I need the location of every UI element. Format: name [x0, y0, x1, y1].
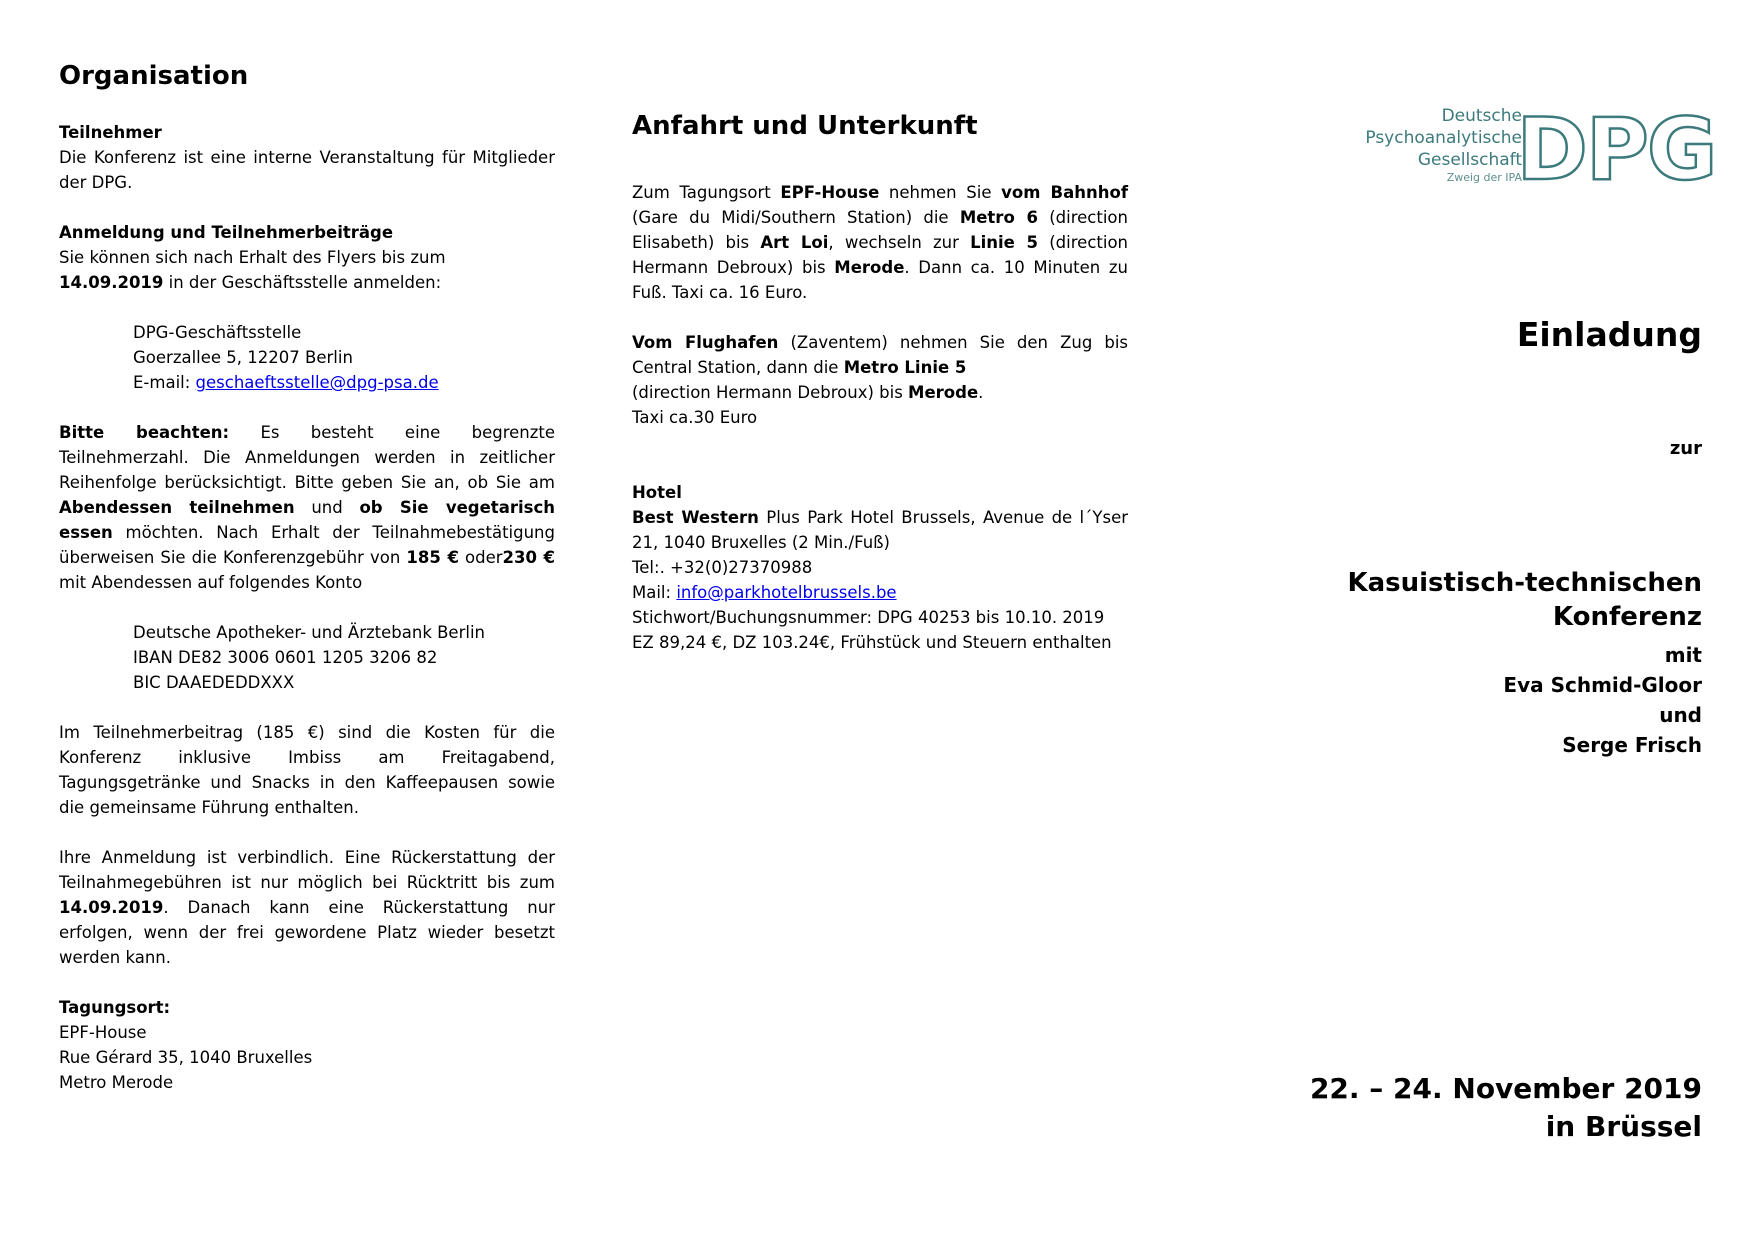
hotel-heading: Hotel [632, 483, 682, 502]
und-label: und [1659, 703, 1702, 727]
anmeldung-text: Sie können sich nach Erhalt des Flyers bis zum 14.09.2019 in der Geschäftsstelle anmelden: [59, 248, 446, 292]
konferenz-line1: Kasuistisch-technischen [1347, 568, 1702, 598]
hotel-email-link[interactable]: info@parkhotelbrussels.be [676, 583, 897, 602]
anfahrt-bahnhof-paragraph: Zum Tagungsort EPF-House nehmen Sie vom Bahnhof (Gare du Midi/Southern Station) die Metro 6 (direction Elisabeth) bis Art Loi, wechseln zur Linie 5 (direction Hermann Debroux) bis Merode. Dann ca. 10 Minuten zu Fuß. Taxi ca. 16 Euro. [632, 183, 1129, 302]
tagungsort-heading: Tagungsort: [59, 998, 171, 1017]
office-email-link[interactable]: geschaeftsstelle@dpg-psa.de [195, 373, 439, 392]
bank-bic: BIC DAAEDEDDXXX [133, 673, 295, 692]
svg-text:DPG: DPG [1516, 100, 1716, 200]
office-address-block: DPG-Geschäftsstelle Goerzallee 5, 12207 Berlin E-mail: geschaeftsstelle@dpg-psa.de [133, 323, 439, 392]
travel-title: Anfahrt und Unterkunft [632, 111, 978, 141]
tagungsort-address: EPF-House Rue Gérard 35, 1040 Bruxelles Metro Merode [59, 1023, 313, 1092]
teilnehmer-text: Die Konferenz ist eine interne Veranstaltung für Mitglieder der DPG. [59, 148, 555, 192]
zur-label: zur [1669, 438, 1702, 459]
bank-name: Deutsche Apotheker- und Ärztebank Berlin [133, 623, 485, 642]
hotel-address: Best Western Plus Park Hotel Brussels, Avenue de l´Yser 21, 1040 Bruxelles (2 Min./Fuß) [632, 508, 1129, 552]
anmeldung-heading: Anmeldung und Teilnehmerbeiträge [59, 223, 394, 242]
hotel-tel: Tel:. +32(0)27370988 [632, 558, 813, 577]
mit-label: mit [1664, 643, 1702, 667]
dpg-logo-mark [1516, 100, 1716, 200]
teilnehmer-heading: Teilnehmer [59, 123, 162, 142]
dpg-logo [1322, 100, 1716, 200]
office-address: Goerzallee 5, 12207 Berlin [133, 348, 353, 367]
hotel-contact: Tel:. +32(0)27370988 Mail: info@parkhotelbrussels.be Stichwort/Buchungsnummer: DPG 40253 bis 10.10. 2019 EZ 89,24 €, DZ 103.24€, Frühstück und Steuern enthalten [632, 558, 1112, 652]
verbindlich-paragraph: Ihre Anmeldung ist verbindlich. Eine Rückerstattung der Teilnahmegebühren ist nur möglich bei Rücktritt bis zum 14.09.2019. Danach kann eine Rückerstattung nur erfolgen, wenn der frei gewordene Platz wieder besetzt werden kann. [59, 848, 555, 967]
einladung-title: Einladung [1516, 315, 1702, 354]
organisation-title: Organisation [59, 61, 249, 91]
speaker-2: Serge Frisch [1562, 733, 1702, 757]
hotel-prices: EZ 89,24 €, DZ 103.24€, Frühstück und Steuern enthalten [632, 633, 1112, 652]
beitrag-paragraph: Im Teilnehmerbeitrag (185 €) sind die Kosten für die Konferenz inklusive Imbiss am Freitagabend, Tagungsgetränke und Snacks in den Kaffeepausen sowie die gemeinsame Führung enthalten. [59, 723, 555, 817]
event-place: in Brüssel [1545, 1110, 1702, 1143]
bank-details [59, 620, 555, 695]
beachten-paragraph: Bitte beachten: Es besteht eine begrenzte Teilnehmerzahl. Die Anmeldungen werden in zeitlicher Reihenfolge berücksichtigt. Bitte geben Sie an, ob Sie am Abendessen teilnehmen und ob Sie vegetarisch essen möchten. Nach Erhalt der Teilnahmebestätigung überweisen Sie die Konferenzgebühr von 185 € oder230 € mit Abendessen auf folgendes Konto [59, 423, 556, 592]
event-date: 22. – 24. November 2019 [1309, 1072, 1702, 1105]
anfahrt-flughafen-paragraph: Vom Flughafen (Zaventem) nehmen Sie den Zug bis Central Station, dann die Metro Linie 5 (direction Hermann Debroux) bis Merode. Taxi ca.30 Euro [632, 333, 1129, 427]
speaker-1: Eva Schmid-Gloor [1503, 673, 1702, 697]
cover-column [1190, 0, 1716, 1240]
logo-text: Deutsche Psychoanalytische Gesellschaft Zweig der IPA [1365, 106, 1522, 184]
hotel-stichwort: Stichwort/Buchungsnummer: DPG 40253 bis 10.10. 2019 [632, 608, 1105, 627]
bank-iban: IBAN DE82 3006 0601 1205 3206 82 [133, 648, 438, 667]
konferenz-line2: Konferenz [1552, 602, 1702, 632]
office-name: DPG-Geschäftsstelle [133, 323, 302, 342]
